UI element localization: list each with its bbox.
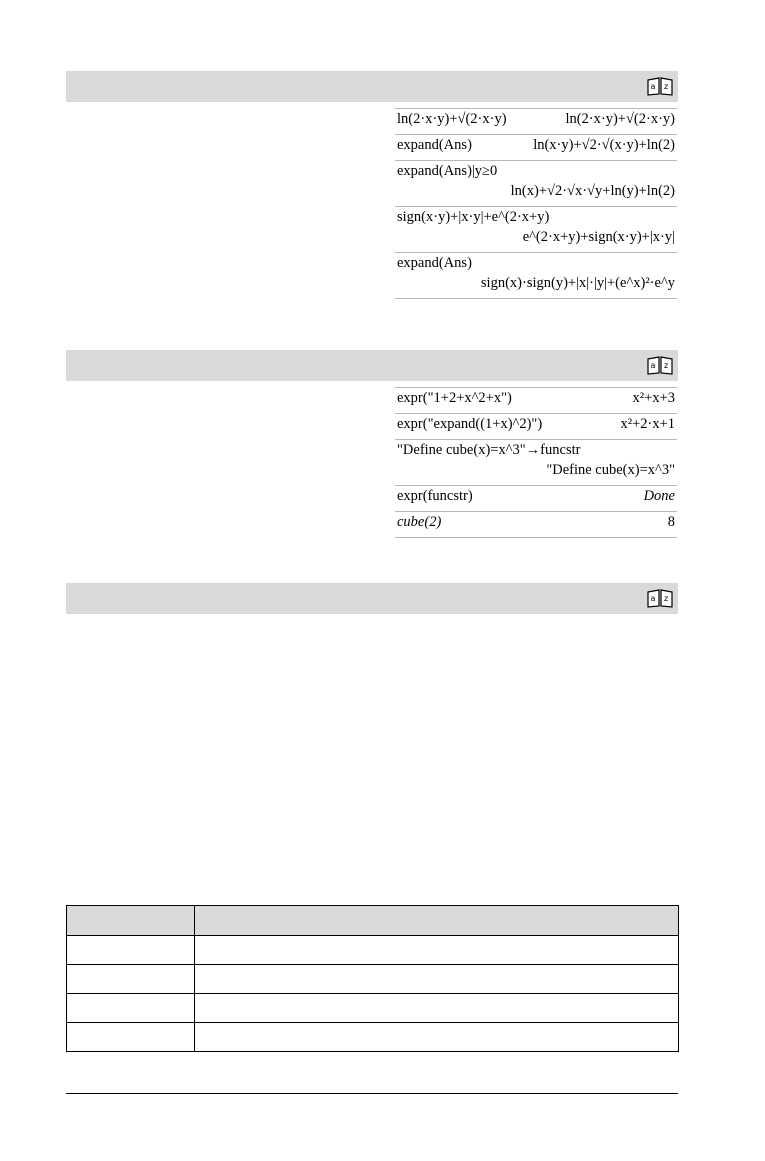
example-output: x²+x+3 bbox=[632, 390, 675, 406]
example-input: ln(2·x·y)+√(2·x·y) bbox=[397, 111, 507, 127]
table-cell bbox=[195, 965, 679, 994]
table-row bbox=[67, 1023, 679, 1052]
svg-text:a: a bbox=[650, 361, 656, 370]
svg-text:z: z bbox=[664, 82, 669, 91]
svg-text:z: z bbox=[664, 361, 669, 370]
table-cell bbox=[195, 1023, 679, 1052]
example-row bbox=[395, 253, 677, 299]
footer-rule bbox=[66, 1093, 678, 1094]
table-cell bbox=[67, 965, 195, 994]
example-row bbox=[395, 512, 677, 538]
example-input: expr("1+2+x^2+x") bbox=[397, 390, 512, 406]
table-cell bbox=[67, 994, 195, 1023]
section-header-band bbox=[66, 71, 678, 102]
example-output: ln(x)+√2·√x·√y+ln(y)+ln(2) bbox=[510, 183, 675, 199]
example-input: expand(Ans)|y≥0 bbox=[397, 163, 498, 179]
example-row bbox=[395, 440, 677, 486]
example-output: ln(x·y)+√2·√(x·y)+ln(2) bbox=[533, 137, 675, 153]
section-header-band bbox=[66, 583, 678, 614]
table-header-cell bbox=[195, 906, 679, 936]
example-row bbox=[395, 161, 677, 207]
example-output: sign(x)·sign(y)+|x|·|y|+(e^x)²·e^y bbox=[480, 275, 675, 291]
example-panel-expand bbox=[395, 108, 677, 299]
example-output: x²+2·x+1 bbox=[620, 416, 675, 432]
svg-text:z: z bbox=[664, 594, 669, 603]
table-header-row bbox=[67, 906, 679, 936]
svg-text:a: a bbox=[650, 82, 656, 91]
example-input: "Define cube(x)=x^3"→funcstr bbox=[397, 442, 581, 458]
section-header-band bbox=[66, 350, 678, 381]
svg-text:a: a bbox=[650, 594, 656, 603]
table-row bbox=[67, 965, 679, 994]
example-input: cube(2) bbox=[397, 514, 442, 530]
table-cell bbox=[195, 936, 679, 965]
example-input: expr("expand((1+x)^2)") bbox=[397, 416, 543, 432]
example-output: Done bbox=[643, 488, 675, 504]
example-output: "Define cube(x)=x^3" bbox=[546, 462, 675, 478]
book-icon bbox=[647, 356, 673, 375]
example-input: sign(x·y)+|x·y|+e^(2·x+y) bbox=[397, 209, 550, 225]
example-input: expand(Ans) bbox=[397, 255, 472, 271]
example-panel-expr bbox=[395, 387, 677, 538]
example-input: expr(funcstr) bbox=[397, 488, 473, 504]
example-row bbox=[395, 108, 677, 135]
example-output: ln(2·x·y)+√(2·x·y) bbox=[565, 111, 675, 127]
example-row bbox=[395, 486, 677, 512]
example-input: expand(Ans) bbox=[397, 137, 472, 153]
table-cell bbox=[67, 936, 195, 965]
reference-table bbox=[66, 905, 679, 1052]
table-row bbox=[67, 936, 679, 965]
table-header-cell bbox=[67, 906, 195, 936]
book-icon bbox=[647, 589, 673, 608]
example-row bbox=[395, 387, 677, 414]
example-row bbox=[395, 207, 677, 253]
example-output: 8 bbox=[667, 514, 675, 530]
table-row bbox=[67, 994, 679, 1023]
table-cell bbox=[67, 1023, 195, 1052]
book-icon bbox=[647, 77, 673, 96]
example-row bbox=[395, 414, 677, 440]
table-cell bbox=[195, 994, 679, 1023]
example-row bbox=[395, 135, 677, 161]
example-output: e^(2·x+y)+sign(x·y)+|x·y| bbox=[522, 229, 675, 245]
